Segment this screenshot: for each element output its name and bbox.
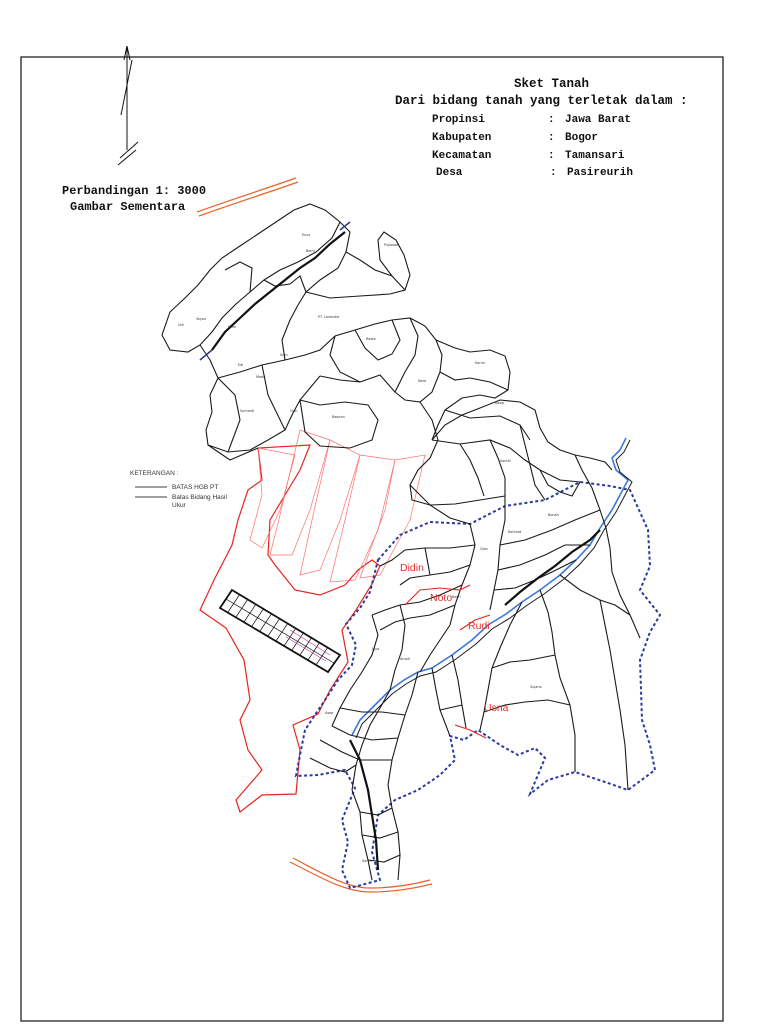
parcel-label: Nera	[418, 379, 427, 383]
map-title: Sket Tanah	[514, 77, 590, 91]
parcel-label: Karim	[475, 361, 485, 365]
parcel-label: Sujana	[530, 685, 542, 689]
legend	[130, 470, 227, 509]
parcel-label: Basiran	[332, 415, 345, 419]
parcel-label: Udi	[178, 323, 184, 327]
owner-label-didin: Didin	[400, 562, 424, 574]
parcel-label: Basri	[452, 595, 461, 599]
location-sep-propinsi: :	[548, 114, 555, 126]
road-north	[197, 178, 298, 216]
parcel-label: Bonah	[548, 513, 559, 517]
parcel-label: Ekim	[228, 325, 237, 329]
location-label-propinsi: Propinsi	[432, 114, 485, 126]
scale-ratio: Perbandingan 1: 3000	[62, 184, 207, 198]
blue-lane	[200, 222, 350, 360]
legend-label-survey-2: Ukur	[172, 502, 186, 509]
parcel-label: Asep	[325, 711, 334, 715]
parcel-grid	[220, 590, 340, 672]
parcel-label: Pujiawati	[384, 243, 400, 247]
parcel-label: Sum	[280, 353, 288, 357]
parcel-label: Ucin	[290, 409, 298, 413]
location-sep-kecamatan: :	[548, 150, 555, 162]
parcel-label: PT. Lavender	[318, 315, 340, 319]
parcel-label: Madri	[256, 375, 266, 379]
hgb-inner-strips	[250, 430, 425, 582]
map-subtitle: Dari bidang tanah yang terletak dalam :	[395, 94, 688, 108]
location-value-desa: Pasireurih	[567, 167, 634, 179]
parcel-label: Sumardi	[240, 409, 255, 413]
location-label-kecamatan: Kecamatan	[432, 150, 492, 162]
location-sep-kabupaten: :	[548, 132, 555, 144]
parcel-label: Yoyon	[196, 317, 206, 321]
north-arrow-icon	[118, 46, 138, 165]
parcel-label: Rasta	[366, 337, 376, 341]
owner-label-usna: Usna	[484, 702, 509, 714]
legend-title: KETERANGAN :	[130, 470, 179, 477]
road-south	[290, 858, 432, 892]
location-value-kecamatan: Tamansari	[565, 150, 625, 162]
lane-lines	[212, 232, 600, 870]
location-value-kabupaten: Bogor	[565, 132, 599, 144]
parcel-lines-north	[162, 204, 510, 460]
parcel-label: Sarim	[362, 859, 372, 863]
parcel-label: Amah	[400, 657, 410, 661]
parcel-label: Rasip	[495, 401, 505, 405]
scale-note: Gambar Sementara	[70, 200, 186, 214]
parcel-lines-central	[310, 400, 640, 880]
owner-label-noto: Noto	[430, 592, 453, 604]
legend-label-survey: Batas Bidang Hasil	[172, 494, 227, 501]
parcel-label: Bemi	[306, 249, 315, 253]
survey-boundary-outline	[296, 482, 660, 888]
parcel-label: Enus	[302, 233, 311, 237]
location-value-propinsi: Jawa Barat	[565, 114, 632, 126]
location-label-kabupaten: Kabupaten	[432, 132, 492, 144]
parcel-label: Santih	[500, 459, 511, 463]
parcel-label: Rahmat	[508, 530, 522, 534]
parcel-label: Edi	[238, 363, 244, 367]
parcel-label: Ojon	[480, 547, 488, 551]
owner-label-rudi: Rudi	[468, 620, 490, 632]
parcel-name-labels	[178, 233, 559, 863]
legend-label-hgb: BATAS HGB PT	[172, 484, 219, 491]
location-table	[432, 114, 633, 179]
location-sep-desa: :	[550, 167, 557, 179]
parcel-label: Jaya	[372, 647, 380, 651]
location-label-desa: Desa	[436, 167, 463, 179]
